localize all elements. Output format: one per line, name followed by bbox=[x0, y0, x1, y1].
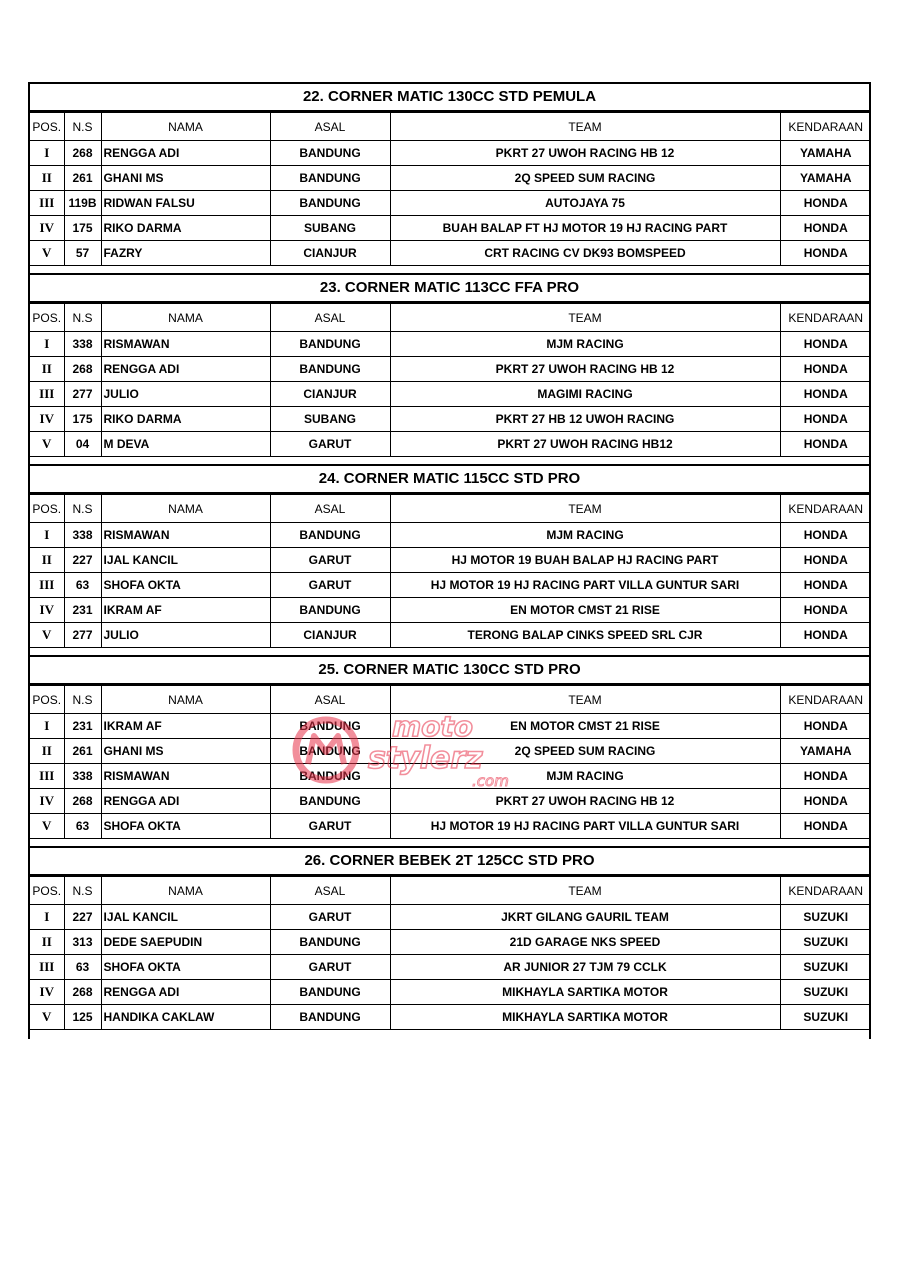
cell-ns: 63 bbox=[64, 955, 101, 980]
cell-kendaraan: HONDA bbox=[780, 407, 871, 432]
cell-nama: JULIO bbox=[101, 382, 270, 407]
cell-nama: GHANI MS bbox=[101, 166, 270, 191]
cell-kendaraan: SUZUKI bbox=[780, 905, 871, 930]
cell-ns: 338 bbox=[64, 332, 101, 357]
cell-kendaraan: HONDA bbox=[780, 764, 871, 789]
cell-kendaraan: SUZUKI bbox=[780, 1005, 871, 1030]
cell-asal: BANDUNG bbox=[270, 166, 390, 191]
cell-team: AUTOJAYA 75 bbox=[390, 191, 780, 216]
cell-asal: BANDUNG bbox=[270, 141, 390, 166]
table-row bbox=[30, 548, 871, 573]
cell-kendaraan: HONDA bbox=[780, 523, 871, 548]
cell-asal: BANDUNG bbox=[270, 332, 390, 357]
table-body bbox=[30, 141, 871, 266]
cell-asal: BANDUNG bbox=[270, 980, 390, 1005]
section-gap bbox=[28, 839, 871, 848]
header-team: TEAM bbox=[390, 686, 780, 714]
cell-pos: V bbox=[30, 814, 64, 839]
section-title: 22. CORNER MATIC 130CC STD PEMULA bbox=[30, 84, 869, 112]
table-row bbox=[30, 241, 871, 266]
cell-team: PKRT 27 UWOH RACING HB 12 bbox=[390, 357, 780, 382]
section-gap bbox=[28, 457, 871, 466]
section-gap bbox=[28, 648, 871, 657]
cell-kendaraan: HONDA bbox=[780, 814, 871, 839]
cell-team: 2Q SPEED SUM RACING bbox=[390, 739, 780, 764]
header-kendaraan: KENDARAAN bbox=[780, 304, 871, 332]
cell-asal: CIANJUR bbox=[270, 241, 390, 266]
cell-ns: 277 bbox=[64, 382, 101, 407]
cell-asal: GARUT bbox=[270, 548, 390, 573]
cell-nama: SHOFA OKTA bbox=[101, 955, 270, 980]
table-header bbox=[30, 113, 871, 141]
cell-kendaraan: HONDA bbox=[780, 714, 871, 739]
cell-pos: II bbox=[30, 930, 64, 955]
table-header bbox=[30, 877, 871, 905]
cell-ns: 175 bbox=[64, 407, 101, 432]
cell-asal: GARUT bbox=[270, 905, 390, 930]
header-pos: POS. bbox=[30, 495, 64, 523]
header-asal: ASAL bbox=[270, 304, 390, 332]
cell-ns: 227 bbox=[64, 548, 101, 573]
cell-team: HJ MOTOR 19 BUAH BALAP HJ RACING PART bbox=[390, 548, 780, 573]
header-kendaraan: KENDARAAN bbox=[780, 877, 871, 905]
cell-team: HJ MOTOR 19 HJ RACING PART VILLA GUNTUR SARI bbox=[390, 814, 780, 839]
header-pos: POS. bbox=[30, 877, 64, 905]
cell-team: HJ MOTOR 19 HJ RACING PART VILLA GUNTUR SARI bbox=[390, 573, 780, 598]
cell-nama: RIDWAN FALSU bbox=[101, 191, 270, 216]
cell-kendaraan: SUZUKI bbox=[780, 980, 871, 1005]
cell-pos: III bbox=[30, 573, 64, 598]
results-sheet bbox=[28, 82, 871, 1039]
cell-pos: V bbox=[30, 1005, 64, 1030]
cell-ns: 268 bbox=[64, 980, 101, 1005]
table-body bbox=[30, 714, 871, 839]
cell-team: MAGIMI RACING bbox=[390, 382, 780, 407]
cell-nama: RENGGA ADI bbox=[101, 357, 270, 382]
header-pos: POS. bbox=[30, 686, 64, 714]
cell-kendaraan: HONDA bbox=[780, 332, 871, 357]
table-header bbox=[30, 686, 871, 714]
header-row bbox=[30, 304, 871, 332]
cell-ns: 338 bbox=[64, 523, 101, 548]
table-row bbox=[30, 573, 871, 598]
cell-nama: RISMAWAN bbox=[101, 332, 270, 357]
header-team: TEAM bbox=[390, 304, 780, 332]
results-section bbox=[28, 657, 871, 839]
cell-ns: 119B bbox=[64, 191, 101, 216]
cell-nama: IJAL KANCIL bbox=[101, 548, 270, 573]
cell-pos: IV bbox=[30, 598, 64, 623]
cell-nama: RISMAWAN bbox=[101, 523, 270, 548]
cell-team: 2Q SPEED SUM RACING bbox=[390, 166, 780, 191]
cell-nama: JULIO bbox=[101, 623, 270, 648]
cell-ns: 268 bbox=[64, 141, 101, 166]
cell-pos: IV bbox=[30, 980, 64, 1005]
cell-ns: 268 bbox=[64, 357, 101, 382]
sheet-tail bbox=[28, 1030, 871, 1039]
section-title: 23. CORNER MATIC 113CC FFA PRO bbox=[30, 275, 869, 303]
cell-kendaraan: HONDA bbox=[780, 548, 871, 573]
table-body bbox=[30, 523, 871, 648]
cell-ns: 313 bbox=[64, 930, 101, 955]
cell-pos: III bbox=[30, 955, 64, 980]
cell-nama: RIKO DARMA bbox=[101, 216, 270, 241]
header-nama: NAMA bbox=[101, 686, 270, 714]
cell-ns: 175 bbox=[64, 216, 101, 241]
results-section bbox=[28, 82, 871, 266]
cell-nama: IKRAM AF bbox=[101, 598, 270, 623]
cell-team: EN MOTOR CMST 21 RISE bbox=[390, 714, 780, 739]
cell-pos: II bbox=[30, 548, 64, 573]
header-nama: NAMA bbox=[101, 495, 270, 523]
cell-team: PKRT 27 HB 12 UWOH RACING bbox=[390, 407, 780, 432]
cell-kendaraan: HONDA bbox=[780, 432, 871, 457]
cell-ns: 277 bbox=[64, 623, 101, 648]
header-kendaraan: KENDARAAN bbox=[780, 495, 871, 523]
table-header bbox=[30, 495, 871, 523]
table-row bbox=[30, 980, 871, 1005]
results-table bbox=[30, 494, 871, 648]
cell-asal: BANDUNG bbox=[270, 1005, 390, 1030]
cell-kendaraan: HONDA bbox=[780, 241, 871, 266]
cell-kendaraan: SUZUKI bbox=[780, 930, 871, 955]
header-team: TEAM bbox=[390, 113, 780, 141]
section-title: 26. CORNER BEBEK 2T 125CC STD PRO bbox=[30, 848, 869, 876]
cell-kendaraan: HONDA bbox=[780, 573, 871, 598]
table-row bbox=[30, 598, 871, 623]
cell-team: MJM RACING bbox=[390, 332, 780, 357]
table-row bbox=[30, 955, 871, 980]
cell-asal: BANDUNG bbox=[270, 789, 390, 814]
cell-nama: DEDE SAEPUDIN bbox=[101, 930, 270, 955]
table-row bbox=[30, 357, 871, 382]
header-asal: ASAL bbox=[270, 877, 390, 905]
cell-kendaraan: HONDA bbox=[780, 357, 871, 382]
header-ns: N.S bbox=[64, 495, 101, 523]
cell-pos: IV bbox=[30, 789, 64, 814]
cell-pos: V bbox=[30, 241, 64, 266]
table-row bbox=[30, 432, 871, 457]
cell-ns: 63 bbox=[64, 573, 101, 598]
table-body bbox=[30, 905, 871, 1030]
cell-pos: III bbox=[30, 764, 64, 789]
results-table bbox=[30, 876, 871, 1030]
cell-asal: BANDUNG bbox=[270, 523, 390, 548]
cell-kendaraan: SUZUKI bbox=[780, 955, 871, 980]
cell-pos: I bbox=[30, 905, 64, 930]
cell-nama: SHOFA OKTA bbox=[101, 573, 270, 598]
cell-asal: BANDUNG bbox=[270, 598, 390, 623]
section-title: 24. CORNER MATIC 115CC STD PRO bbox=[30, 466, 869, 494]
cell-nama: GHANI MS bbox=[101, 739, 270, 764]
cell-kendaraan: HONDA bbox=[780, 623, 871, 648]
cell-pos: V bbox=[30, 623, 64, 648]
cell-nama: M DEVA bbox=[101, 432, 270, 457]
cell-team: PKRT 27 UWOH RACING HB 12 bbox=[390, 141, 780, 166]
header-asal: ASAL bbox=[270, 113, 390, 141]
header-ns: N.S bbox=[64, 304, 101, 332]
header-asal: ASAL bbox=[270, 686, 390, 714]
table-row bbox=[30, 930, 871, 955]
header-ns: N.S bbox=[64, 113, 101, 141]
watermark-word-com: .com bbox=[472, 772, 509, 790]
results-section bbox=[28, 848, 871, 1030]
header-team: TEAM bbox=[390, 495, 780, 523]
table-row bbox=[30, 332, 871, 357]
cell-ns: 227 bbox=[64, 905, 101, 930]
cell-kendaraan: YAMAHA bbox=[780, 739, 871, 764]
cell-team: PKRT 27 UWOH RACING HB 12 bbox=[390, 789, 780, 814]
cell-pos: II bbox=[30, 166, 64, 191]
cell-pos: I bbox=[30, 332, 64, 357]
cell-kendaraan: HONDA bbox=[780, 598, 871, 623]
cell-asal: BANDUNG bbox=[270, 191, 390, 216]
cell-asal: GARUT bbox=[270, 955, 390, 980]
cell-pos: I bbox=[30, 141, 64, 166]
cell-asal: GARUT bbox=[270, 814, 390, 839]
cell-pos: IV bbox=[30, 216, 64, 241]
cell-nama: IKRAM AF bbox=[101, 714, 270, 739]
section-title: 25. CORNER MATIC 130CC STD PRO bbox=[30, 657, 869, 685]
header-nama: NAMA bbox=[101, 877, 270, 905]
cell-nama: FAZRY bbox=[101, 241, 270, 266]
table-row bbox=[30, 905, 871, 930]
cell-kendaraan: HONDA bbox=[780, 191, 871, 216]
cell-nama: RENGGA ADI bbox=[101, 141, 270, 166]
cell-kendaraan: HONDA bbox=[780, 216, 871, 241]
cell-nama: IJAL KANCIL bbox=[101, 905, 270, 930]
cell-pos: IV bbox=[30, 407, 64, 432]
header-pos: POS. bbox=[30, 113, 64, 141]
cell-asal: BANDUNG bbox=[270, 739, 390, 764]
cell-asal: BANDUNG bbox=[270, 357, 390, 382]
cell-team: MJM RACING bbox=[390, 523, 780, 548]
cell-pos: II bbox=[30, 357, 64, 382]
cell-team: MIKHAYLA SARTIKA MOTOR bbox=[390, 1005, 780, 1030]
cell-pos: III bbox=[30, 191, 64, 216]
cell-ns: 125 bbox=[64, 1005, 101, 1030]
cell-team: MJM RACING bbox=[390, 764, 780, 789]
cell-asal: BANDUNG bbox=[270, 930, 390, 955]
results-table bbox=[30, 112, 871, 266]
cell-pos: III bbox=[30, 382, 64, 407]
cell-nama: RISMAWAN bbox=[101, 764, 270, 789]
table-row bbox=[30, 141, 871, 166]
cell-pos: I bbox=[30, 714, 64, 739]
header-row bbox=[30, 495, 871, 523]
cell-nama: RENGGA ADI bbox=[101, 789, 270, 814]
header-row bbox=[30, 877, 871, 905]
table-row bbox=[30, 523, 871, 548]
cell-team: EN MOTOR CMST 21 RISE bbox=[390, 598, 780, 623]
results-section bbox=[28, 275, 871, 457]
results-table bbox=[30, 685, 871, 839]
watermark-word-stylerz: stylerz bbox=[368, 741, 483, 776]
table-row bbox=[30, 216, 871, 241]
header-kendaraan: KENDARAAN bbox=[780, 113, 871, 141]
cell-pos: V bbox=[30, 432, 64, 457]
results-section bbox=[28, 466, 871, 648]
header-pos: POS. bbox=[30, 304, 64, 332]
table-row bbox=[30, 764, 871, 789]
cell-team: MIKHAYLA SARTIKA MOTOR bbox=[390, 980, 780, 1005]
cell-asal: CIANJUR bbox=[270, 382, 390, 407]
header-ns: N.S bbox=[64, 877, 101, 905]
cell-ns: 261 bbox=[64, 166, 101, 191]
cell-pos: II bbox=[30, 739, 64, 764]
cell-ns: 231 bbox=[64, 598, 101, 623]
header-nama: NAMA bbox=[101, 113, 270, 141]
cell-pos: I bbox=[30, 523, 64, 548]
table-row bbox=[30, 1005, 871, 1030]
section-gap bbox=[28, 266, 871, 275]
cell-asal: CIANJUR bbox=[270, 623, 390, 648]
cell-team: CRT RACING CV DK93 BOMSPEED bbox=[390, 241, 780, 266]
header-kendaraan: KENDARAAN bbox=[780, 686, 871, 714]
table-row bbox=[30, 714, 871, 739]
cell-team: TERONG BALAP CINKS SPEED SRL CJR bbox=[390, 623, 780, 648]
cell-team: PKRT 27 UWOH RACING HB12 bbox=[390, 432, 780, 457]
cell-asal: GARUT bbox=[270, 573, 390, 598]
cell-ns: 268 bbox=[64, 789, 101, 814]
table-row bbox=[30, 739, 871, 764]
cell-ns: 231 bbox=[64, 714, 101, 739]
cell-kendaraan: HONDA bbox=[780, 789, 871, 814]
table-header bbox=[30, 304, 871, 332]
table-row bbox=[30, 191, 871, 216]
results-table bbox=[30, 303, 871, 457]
table-row bbox=[30, 382, 871, 407]
cell-ns: 338 bbox=[64, 764, 101, 789]
header-row bbox=[30, 113, 871, 141]
cell-kendaraan: YAMAHA bbox=[780, 166, 871, 191]
cell-kendaraan: YAMAHA bbox=[780, 141, 871, 166]
header-row bbox=[30, 686, 871, 714]
cell-ns: 261 bbox=[64, 739, 101, 764]
cell-asal: SUBANG bbox=[270, 407, 390, 432]
cell-asal: SUBANG bbox=[270, 216, 390, 241]
cell-asal: GARUT bbox=[270, 432, 390, 457]
header-ns: N.S bbox=[64, 686, 101, 714]
table-row bbox=[30, 814, 871, 839]
table-row bbox=[30, 789, 871, 814]
table-row bbox=[30, 166, 871, 191]
watermark-word-moto: moto bbox=[392, 710, 474, 743]
cell-ns: 63 bbox=[64, 814, 101, 839]
cell-nama: HANDIKA CAKLAW bbox=[101, 1005, 270, 1030]
cell-team: BUAH BALAP FT HJ MOTOR 19 HJ RACING PART bbox=[390, 216, 780, 241]
cell-asal: BANDUNG bbox=[270, 764, 390, 789]
cell-ns: 57 bbox=[64, 241, 101, 266]
cell-team: JKRT GILANG GAURIL TEAM bbox=[390, 905, 780, 930]
cell-team: 21D GARAGE NKS SPEED bbox=[390, 930, 780, 955]
table-row bbox=[30, 623, 871, 648]
cell-nama: SHOFA OKTA bbox=[101, 814, 270, 839]
cell-nama: RENGGA ADI bbox=[101, 980, 270, 1005]
cell-kendaraan: HONDA bbox=[780, 382, 871, 407]
cell-asal: BANDUNG bbox=[270, 714, 390, 739]
table-row bbox=[30, 407, 871, 432]
table-body bbox=[30, 332, 871, 457]
header-team: TEAM bbox=[390, 877, 780, 905]
cell-nama: RIKO DARMA bbox=[101, 407, 270, 432]
cell-team: AR JUNIOR 27 TJM 79 CCLK bbox=[390, 955, 780, 980]
header-nama: NAMA bbox=[101, 304, 270, 332]
cell-ns: 04 bbox=[64, 432, 101, 457]
header-asal: ASAL bbox=[270, 495, 390, 523]
